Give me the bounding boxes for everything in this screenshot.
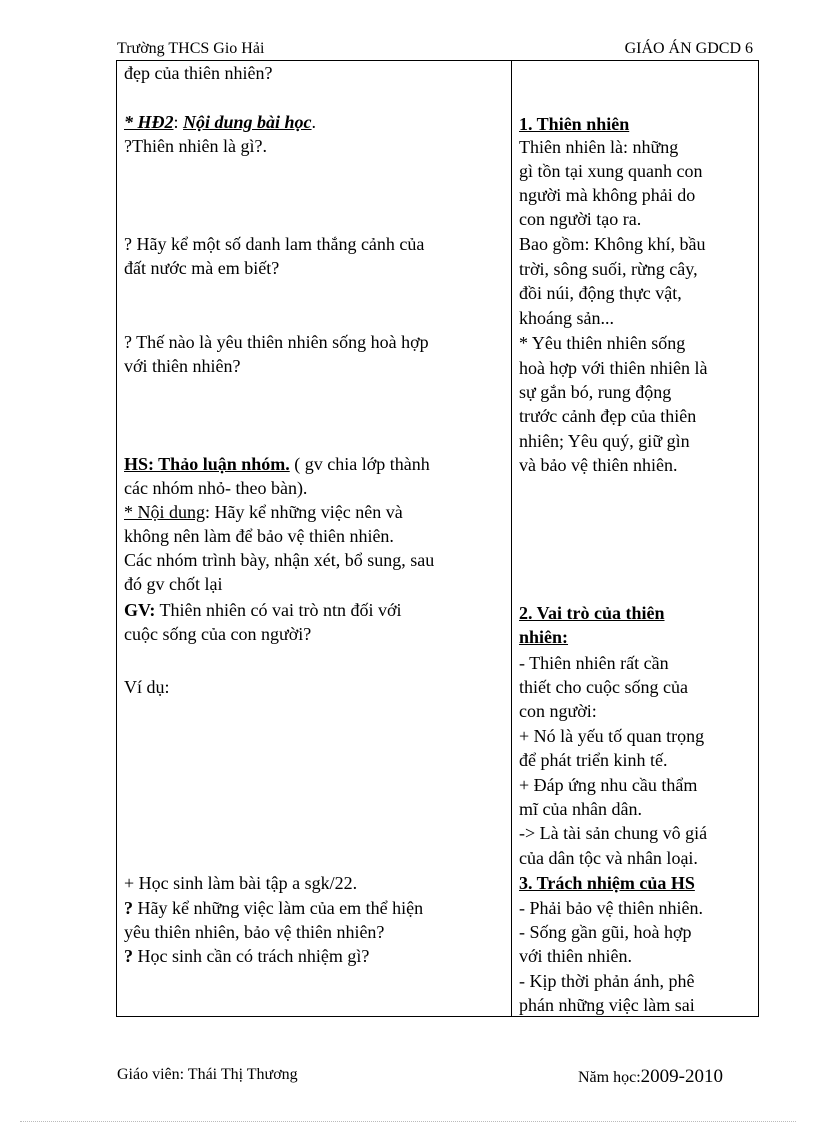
section-heading: 1. Thiên nhiên [519, 114, 630, 134]
section-heading: nhiên: [519, 627, 569, 647]
group-discussion-text: ( gv chia lớp thành [289, 454, 430, 474]
teacher-label: GV: [124, 600, 156, 620]
right-line: và bảo vệ thiên nhiên. [519, 455, 678, 475]
right-line: để phát triển kinh tế. [519, 750, 668, 770]
right-line: Bao gồm: Không khí, bầu [519, 234, 706, 254]
right-line: con người tạo ra. [519, 209, 642, 229]
exercise-line: + Học sinh làm bài tập a sgk/22. [124, 873, 358, 893]
right-line: khoáng sản... [519, 308, 614, 328]
activity-heading [124, 110, 316, 134]
column-divider [511, 61, 512, 1016]
section-heading: 3. Trách nhiệm của HS [519, 873, 695, 893]
content-label: * Nội dung [124, 502, 205, 522]
school-year-value: 2009-2010 [640, 1066, 723, 1087]
teacher-question [124, 598, 402, 622]
right-line: trước cảnh đẹp của thiên [519, 406, 697, 426]
group-discussion [124, 452, 430, 476]
question-mark: ? [124, 946, 133, 966]
right-line: của dân tộc và nhân loại. [519, 848, 698, 868]
right-line: với thiên nhiên. [519, 946, 633, 966]
question: ?Thiên nhiên là gì?. [124, 136, 267, 156]
document-title: GIÁO ÁN GDCD 6 [624, 40, 753, 57]
left-line: đó gv chốt lại [124, 574, 223, 594]
right-line: * Yêu thiên nhiên sống [519, 333, 686, 353]
right-line: mĩ của nhân dân. [519, 799, 642, 819]
left-line: cuộc sống của con người? [124, 624, 312, 644]
left-line: đẹp của thiên nhiên? [124, 63, 273, 83]
question: đất nước mà em biết? [124, 258, 280, 278]
question [124, 896, 423, 920]
left-line: không nên làm để bảo vệ thiên nhiên. [124, 526, 394, 546]
right-line: con người: [519, 701, 597, 721]
section-heading: 2. Vai trò của thiên [519, 603, 665, 623]
right-line: + Đáp ứng nhu cầu thẩm [519, 775, 698, 795]
page-bottom-rule [20, 1121, 796, 1122]
content-text: : Hãy kể những việc nên và [205, 502, 403, 522]
activity-colon: : [173, 112, 184, 132]
left-line: Các nhóm trình bày, nhận xét, bổ sung, sau [124, 550, 435, 570]
question-mark: ? [124, 898, 133, 918]
right-line: nhiên; Yêu quý, giữ gìn [519, 431, 690, 451]
right-line: - Phải bảo vệ thiên nhiên. [519, 898, 703, 918]
question-text: Học sinh cần có trách nhiệm gì? [133, 946, 370, 966]
left-line: các nhóm nhỏ- theo bàn). [124, 478, 308, 498]
activity-dot: . [311, 112, 317, 132]
school-year [578, 1066, 723, 1088]
question: ? Hãy kể một số danh lam thắng cảnh của [124, 234, 425, 254]
group-discussion-label: HS: Thảo luận nhóm. [124, 454, 290, 474]
lesson-table [116, 60, 759, 1017]
right-line: sự gắn bó, rung động [519, 382, 672, 402]
question [124, 944, 369, 968]
left-line: yêu thiên nhiên, bảo vệ thiên nhiên? [124, 922, 385, 942]
right-line: - Kịp thời phản ánh, phê [519, 971, 695, 991]
right-line: + Nó là yếu tố quan trọng [519, 726, 705, 746]
example-label: Ví dụ: [124, 677, 170, 697]
right-line: đồi núi, động thực vật, [519, 283, 682, 303]
teacher-name: Giáo viên: Thái Thị Thương [117, 1066, 298, 1083]
question: với thiên nhiên? [124, 356, 241, 376]
right-line: phán những việc làm sai [519, 995, 695, 1015]
school-year-label: Năm học: [578, 1069, 641, 1086]
question-text: Hãy kể những việc làm của em thể hiện [133, 898, 424, 918]
right-line: Thiên nhiên là: những [519, 137, 679, 157]
right-line: người mà không phải do [519, 185, 696, 205]
teacher-question-text: Thiên nhiên có vai trò ntn đối với [155, 600, 402, 620]
right-line: -> Là tài sản chung vô giá [519, 823, 708, 843]
question: ? Thế nào là yêu thiên nhiên sống hoà hợp [124, 332, 429, 352]
right-line: - Thiên nhiên rất cần [519, 653, 669, 673]
right-line: hoà hợp với thiên nhiên là [519, 358, 708, 378]
school-name: Trường THCS Gio Hải [117, 40, 265, 57]
activity-label: * HĐ2 [124, 112, 174, 132]
discussion-content [124, 500, 403, 524]
right-line: thiết cho cuộc sống của [519, 677, 688, 697]
right-line: trời, sông suối, rừng cây, [519, 259, 698, 279]
right-line: gì tồn tại xung quanh con [519, 161, 703, 181]
right-line: - Sống gần gũi, hoà hợp [519, 922, 692, 942]
activity-title: Nội dung bài học [183, 112, 312, 132]
